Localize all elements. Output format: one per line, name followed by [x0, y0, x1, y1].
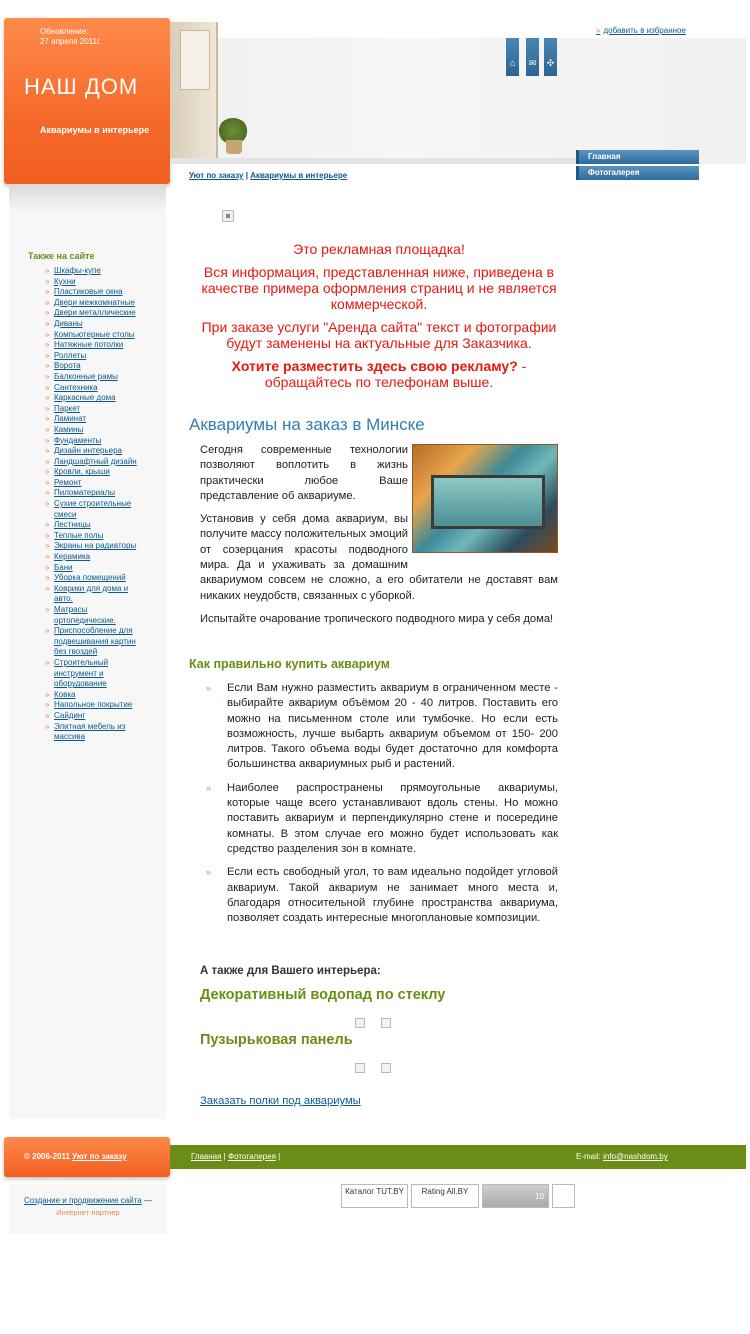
sidebar-list-item: [45, 446, 140, 457]
sidebar-link[interactable]: Теплые полы: [54, 530, 104, 540]
sidebar-heading: Также на сайте: [28, 251, 95, 261]
sidebar-list-item: [45, 351, 140, 362]
sidebar-list-item: [45, 340, 140, 351]
sidebar-link[interactable]: Керамика: [54, 552, 91, 562]
waterfall-thumbnail-1[interactable]: [355, 1018, 365, 1028]
counter-tut-by[interactable]: Каталог TUT.BY: [341, 1184, 408, 1208]
sidebar-link[interactable]: Дизайн интерьера: [54, 446, 122, 456]
bubble-thumbnail-2[interactable]: [381, 1063, 391, 1073]
sidebar-list-item: [45, 277, 140, 288]
sidebar-list-item: [45, 319, 140, 330]
sidebar-link[interactable]: Сантехника: [54, 382, 98, 392]
section-waterfall-heading: Декоративный водопад по стеклу: [200, 987, 446, 1003]
partner-note: Интернет-партнер: [56, 1208, 120, 1217]
ad-line-4: [196, 358, 562, 390]
sidebar-link[interactable]: Ламинат: [54, 414, 87, 424]
email-label: E-mail:: [576, 1152, 601, 1161]
ad-line-4-bold: Хотите разместить здесь свою рекламу?: [231, 358, 518, 374]
counter-gray[interactable]: 10: [482, 1184, 549, 1208]
sidebar-list-item: [45, 287, 140, 298]
ad-line-2: Вся информация, представленная ниже, приведена в качестве примера оформления страниц и не является коммерческой.: [201, 264, 557, 312]
ad-line-1: Это рекламная площадка!: [293, 241, 465, 257]
sidebar-list-item: [45, 478, 140, 489]
sidebar-link[interactable]: Приспособление для подвешивания картин без гвоздей: [54, 626, 136, 657]
sidebar-link[interactable]: Ремонт: [54, 477, 82, 487]
sidebar-link[interactable]: Паркет: [54, 403, 81, 413]
sidebar-link[interactable]: Напольное покрытие: [54, 700, 133, 710]
sidebar-list-item: [45, 552, 140, 563]
tips-list: [205, 681, 558, 934]
sidebar-list-item: [45, 383, 140, 394]
sidebar-link[interactable]: Сухие строительные смеси: [54, 499, 132, 519]
partner-dash: —: [143, 1196, 152, 1205]
sidebar-link[interactable]: Фундаменты: [54, 435, 102, 445]
sidebar-link[interactable]: Ковка: [54, 689, 76, 699]
sidebar-link-list: [45, 266, 140, 743]
sidebar-link[interactable]: Каркасные дома: [54, 393, 116, 403]
sidebar-list-item: [45, 393, 140, 404]
sidebar-link[interactable]: Сайдинг: [54, 710, 86, 720]
update-date: 27 апреля 2011г.: [40, 37, 102, 46]
sidebar-list-item: [45, 563, 140, 574]
nav-tab-main[interactable]: Главная: [576, 150, 699, 164]
section-bubble-heading: Пузырьковая панель: [200, 1032, 353, 1048]
sidebar-list-item: [45, 722, 140, 743]
sidebar-link[interactable]: Кровли, крыши: [54, 467, 110, 477]
mail-icon[interactable]: ✉: [526, 38, 539, 76]
sidebar-link[interactable]: Пластиковые окна: [54, 287, 123, 297]
sidebar-list-item: [45, 499, 140, 520]
sidebar-link[interactable]: Балконные рамы: [54, 371, 118, 381]
intro-paragraph-1: Сегодня современные технологии позволяют воплотить в жизнь практически любое Ваше представление об аквариуме.: [200, 444, 408, 502]
site-logo[interactable]: НАШ ДОМ: [24, 74, 139, 99]
sidebar-link[interactable]: Двери металлические: [54, 308, 136, 318]
intro-paragraph-2: Установив у себя дома аквариум, вы получите массу положительных эмоций от созерцания красоты подводного мира. Да и ухаживать за домашним аквариумом совсем не сложно, а его обитатели не доставят вам никаких неудобств, связанных с уборкой.: [200, 513, 558, 602]
sidebar-link[interactable]: Натяжные потолки: [54, 340, 124, 350]
sidebar-link[interactable]: Двери межкомнатные: [54, 297, 135, 307]
broken-image-icon: [222, 210, 234, 222]
sidebar-list-item: [45, 436, 140, 447]
howto-heading: Как правильно купить аквариум: [189, 657, 391, 671]
banner-plant-pot: [226, 140, 242, 154]
header-banner: [170, 22, 746, 164]
partner-text: [18, 1195, 158, 1219]
banner-door-window: [180, 30, 210, 90]
sidebar-list-item: [45, 711, 140, 722]
page-subtitle: Аквариумы в интерьере: [40, 125, 150, 135]
sidebar-link[interactable]: Бани: [54, 562, 73, 572]
sidebar-link[interactable]: Роллеты: [54, 350, 87, 360]
sidebar-link[interactable]: Элитная мебель из массива: [54, 721, 126, 742]
left-sidebar-shadow: [9, 184, 166, 212]
ad-line-4-rest: - обращайтесь по телефонам выше.: [264, 358, 527, 390]
sidebar-list-item: [45, 361, 140, 372]
sidebar-list-item: [45, 541, 140, 552]
sidebar-list-item: [45, 372, 140, 383]
breadcrumb-separator: |: [245, 171, 248, 180]
sidebar-link[interactable]: Камины: [54, 424, 84, 434]
sidebar-list-item: [45, 457, 140, 468]
sidebar-link[interactable]: Компьютерные столы: [54, 329, 135, 339]
sidebar-list-item: [45, 414, 140, 425]
sidebar-link[interactable]: Лестницы: [54, 520, 91, 530]
sidebar-list-item: [45, 531, 140, 542]
sidebar-link[interactable]: Уборка помещений: [54, 573, 126, 583]
footer-nav-gallery[interactable]: Фотогалерея: [227, 1152, 276, 1161]
banner-bottom-strip: [170, 158, 576, 164]
add-to-favorites-link[interactable]: » добавить в избранное: [596, 26, 686, 35]
sidebar-list-item: [45, 467, 140, 478]
copyright-text: © 2006-2011: [24, 1152, 70, 1161]
sidebar-list-item: [45, 266, 140, 277]
partner-link[interactable]: Создание и продвижение сайта: [24, 1196, 142, 1205]
tip-item-3: » Если есть свободный угол, то вам идеально подойдет угловой аквариум. Такой аквариум не занимает много места и, благодаря относительной глубине пространства аквариума, позволяет создать интересные многоплановые композиции.: [205, 865, 558, 926]
copyright-link[interactable]: Уют по заказу: [72, 1152, 127, 1161]
sidebar-list-item: [45, 658, 140, 690]
sidebar-link[interactable]: Ворота: [54, 361, 81, 371]
sidebar-list-item: [45, 573, 140, 584]
sidebar-list-item: [45, 425, 140, 436]
intro-paragraph-3: Испытайте очарование тропического подводного мира у себя дома!: [200, 612, 554, 625]
sidebar-list-item: [45, 488, 140, 499]
breadcrumb-link-home[interactable]: Уют по заказу: [189, 171, 244, 180]
page-title: Аквариумы на заказ в Минске: [189, 415, 425, 434]
intro-text: [200, 443, 558, 635]
footer-email: [576, 1152, 668, 1161]
footer-nav-main[interactable]: Главная: [191, 1152, 222, 1161]
sidebar-link[interactable]: Пиломатериалы: [54, 488, 116, 498]
aquarium-photo: [412, 444, 558, 553]
order-shelves-link[interactable]: Заказать полки под аквариумы: [200, 1095, 361, 1107]
sidebar-list-item: [45, 690, 140, 701]
sidebar-list-item: [45, 605, 140, 626]
ad-line-3: При заказе услуги "Аренда сайта" текст и фотографии будут заменены на актуальные для Заказчика.: [201, 319, 557, 351]
sidebar-list-item: [45, 520, 140, 531]
sidebar-list-item: [45, 330, 140, 341]
copyright: [24, 1152, 127, 1161]
also-heading: А также для Вашего интерьера:: [200, 965, 381, 977]
sidebar-link[interactable]: Коврики для дома и авто.: [54, 583, 129, 604]
nav-tab-gallery[interactable]: Фотогалерея: [576, 166, 699, 180]
email-link[interactable]: info@nashdom.by: [603, 1152, 668, 1161]
ad-notice: [196, 241, 562, 397]
breadcrumb-link-current[interactable]: Аквариумы в интерьере: [250, 171, 348, 180]
sidebar-link[interactable]: Кухни: [54, 276, 76, 286]
sidebar-link[interactable]: Диваны: [54, 318, 83, 328]
sitemap-icon[interactable]: ✣: [544, 38, 557, 76]
breadcrumb: [189, 171, 347, 180]
bubble-thumbnail-1[interactable]: [355, 1063, 365, 1073]
sidebar-list-item: [45, 584, 140, 605]
update-label: Обновление:: [40, 27, 89, 36]
sidebar-link[interactable]: Ландшафтный дизайн: [54, 456, 137, 466]
waterfall-thumbnail-2[interactable]: [381, 1018, 391, 1028]
sidebar-list-item: [45, 404, 140, 415]
tip-item-2: » Наиболее распространены прямоугольные аквариумы, которые чаще всего устанавливают вдоль стены. Но можно поставить аквариум и перпендикулярно стене и посередине комнаты. В этом случае его можно будет использовать как средство разделения зон в комнате.: [205, 781, 558, 857]
tip-item-1: » Если Вам нужно разместить аквариум в ограниченном месте - выбирайте аквариум объёмом 20 - 40 литров. Поставить его можно на письменном столе или тумбочке. Но если есть возможность, лучше выбарть аквариум объемом от 150- 200 литров. Такого объема воды будет достаточно для комфорта большинства аквариумных рыб и растений.: [205, 681, 558, 773]
sidebar-list-item: [45, 298, 140, 309]
sidebar-link[interactable]: Строительный инструмент и оборудование: [54, 657, 109, 689]
sidebar-link[interactable]: Шкафы-купе: [54, 266, 101, 275]
footer-nav: Главная | Фотогалерея |: [191, 1152, 281, 1161]
sidebar-link[interactable]: Матрасы ортопедические.: [54, 605, 116, 625]
sidebar-list-item: [45, 700, 140, 711]
home-icon[interactable]: ⌂: [506, 38, 519, 76]
sidebar-list-item: [45, 308, 140, 319]
sidebar-list-item: [45, 626, 140, 658]
counter-all-by[interactable]: Rating All.BY: [411, 1184, 479, 1208]
counter-small[interactable]: [552, 1184, 575, 1208]
sidebar-link[interactable]: Экраны на радиаторы: [54, 541, 137, 551]
